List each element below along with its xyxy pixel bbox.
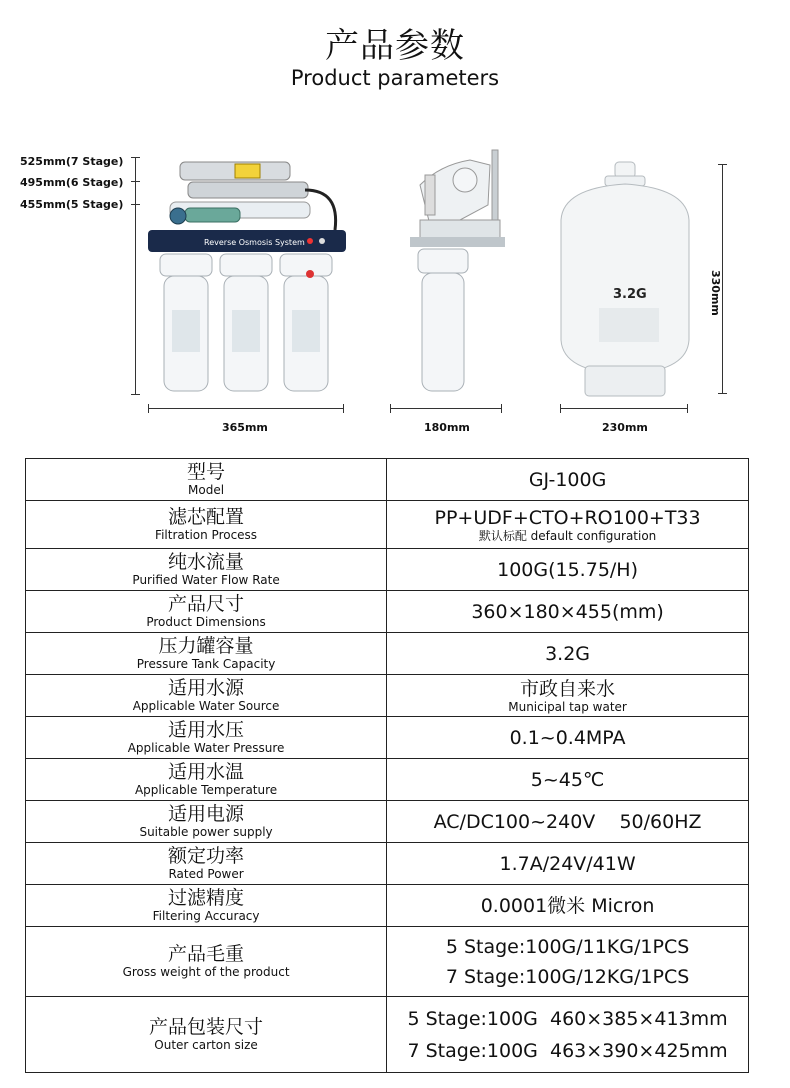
tank-height-tick-top — [718, 164, 727, 165]
spec-row-tank-capacity — [26, 633, 749, 675]
spec-label-cn: 额定功率 — [168, 845, 245, 867]
side-width-dimension-line — [390, 408, 502, 409]
spec-row-filtering-accuracy — [26, 885, 749, 927]
spec-value: 0.1~0.4MPA — [509, 726, 626, 749]
spec-row-flow-rate — [26, 549, 749, 591]
spec-row-power-supply — [26, 801, 749, 843]
spec-label-cn: 适用水压 — [168, 719, 245, 741]
spec-value: 100G(15.75/H) — [497, 558, 639, 581]
spec-row-carton-size — [26, 997, 749, 1073]
spec-note: Municipal tap water — [508, 699, 627, 714]
spec-value: 0.0001微米 Micron — [480, 894, 655, 917]
height-tick-6 — [131, 181, 140, 182]
height-tick-7 — [131, 157, 140, 158]
spec-label-cn: 滤芯配置 — [168, 506, 245, 528]
spec-value: 360×180×455(mm) — [471, 600, 664, 623]
spec-row-rated-power — [26, 843, 749, 885]
front-width-tick-right — [343, 404, 344, 413]
page-subtitle: Product parameters — [290, 66, 500, 90]
height-5-stage-label: 455mm(5 Stage) — [20, 198, 124, 211]
side-view-ro-system-image — [400, 145, 510, 400]
spec-label-en: Suitable power supply — [139, 825, 273, 839]
spec-value: AC/DC100~240V 50/60HZ — [433, 810, 702, 833]
panel-label: Reverse Osmosis System — [204, 238, 305, 247]
spec-row-temperature — [26, 759, 749, 801]
height-tick-5 — [131, 204, 140, 205]
spec-label-cn: 适用电源 — [168, 803, 245, 825]
spec-label-en: Applicable Temperature — [134, 783, 278, 797]
spec-label-cn: 适用水源 — [168, 677, 245, 699]
tank-capacity-label: 3.2G — [613, 287, 647, 302]
spec-label-cn: 产品包装尺寸 — [149, 1016, 264, 1038]
tank-width-label: 230mm — [602, 421, 648, 434]
spec-label-en: Pressure Tank Capacity — [136, 657, 276, 671]
spec-label-en: Model — [188, 483, 225, 497]
spec-label-en: Gross weight of the product — [122, 965, 290, 979]
front-width-label: 365mm — [222, 421, 268, 434]
side-width-tick-left — [390, 404, 391, 413]
spec-label-en: Rated Power — [168, 867, 244, 881]
spec-value: 5 Stage:100G/11KG/1PCS — [445, 935, 690, 958]
tank-width-tick-left — [560, 404, 561, 413]
spec-value: GJ-100G — [528, 468, 607, 491]
spec-label-cn: 压力罐容量 — [158, 635, 254, 657]
front-width-tick-left — [148, 404, 149, 413]
spec-value: PP+UDF+CTO+RO100+T33 — [434, 506, 701, 529]
spec-row-water-pressure — [26, 717, 749, 759]
height-dimension-line — [135, 157, 136, 395]
spec-label-cn: 产品尺寸 — [168, 593, 245, 615]
height-tick-base — [131, 394, 140, 395]
tank-height-label: 330mm — [709, 270, 722, 316]
pressure-tank-image — [555, 160, 695, 400]
spec-row-water-source — [26, 675, 749, 717]
spec-value-2: 7 Stage:100G/12KG/1PCS — [445, 965, 690, 988]
side-width-tick-right — [501, 404, 502, 413]
spec-label-en: Filtration Process — [155, 528, 258, 542]
page-title: 产品参数 — [325, 26, 465, 66]
spec-label-en: Purified Water Flow Rate — [132, 573, 280, 587]
spec-value: 5 Stage:100G 460×385×413mm — [407, 1007, 728, 1030]
height-6-stage-label: 495mm(6 Stage) — [20, 176, 124, 189]
spec-label-en: Outer carton size — [154, 1038, 258, 1052]
spec-row-dimensions — [26, 591, 749, 633]
spec-value: 市政自来水 — [520, 677, 616, 700]
spec-label-cn: 适用水温 — [168, 761, 245, 783]
side-width-label: 180mm — [424, 421, 470, 434]
height-7-stage-label: 525mm(7 Stage) — [20, 155, 124, 168]
spec-row-gross-weight — [26, 927, 749, 997]
spec-label-en: Filtering Accuracy — [152, 909, 260, 923]
spec-value: 3.2G — [545, 642, 591, 665]
spec-value: 5~45℃ — [530, 768, 605, 791]
spec-label-en: Applicable Water Source — [132, 699, 280, 713]
spec-row-filtration — [26, 501, 749, 549]
front-width-dimension-line — [148, 408, 344, 409]
spec-note: 默认标配 default configuration — [478, 528, 657, 543]
spec-label-cn: 产品毛重 — [168, 943, 245, 965]
spec-value-2: 7 Stage:100G 463×390×425mm — [407, 1039, 728, 1062]
tank-width-dimension-line — [560, 408, 688, 409]
spec-label-cn: 过滤精度 — [168, 887, 245, 909]
spec-label-cn: 型号 — [187, 461, 226, 483]
front-view-ro-system-image — [140, 150, 355, 400]
spec-label-en: Applicable Water Pressure — [127, 741, 285, 755]
spec-row-model — [26, 459, 749, 501]
tank-width-tick-right — [687, 404, 688, 413]
tank-height-tick-bottom — [718, 393, 727, 394]
spec-value: 1.7A/24V/41W — [499, 852, 636, 875]
spec-label-en: Product Dimensions — [146, 615, 266, 629]
spec-label-cn: 纯水流量 — [168, 551, 245, 573]
spec-table — [25, 458, 749, 1073]
tank-height-dimension-line — [722, 164, 723, 394]
